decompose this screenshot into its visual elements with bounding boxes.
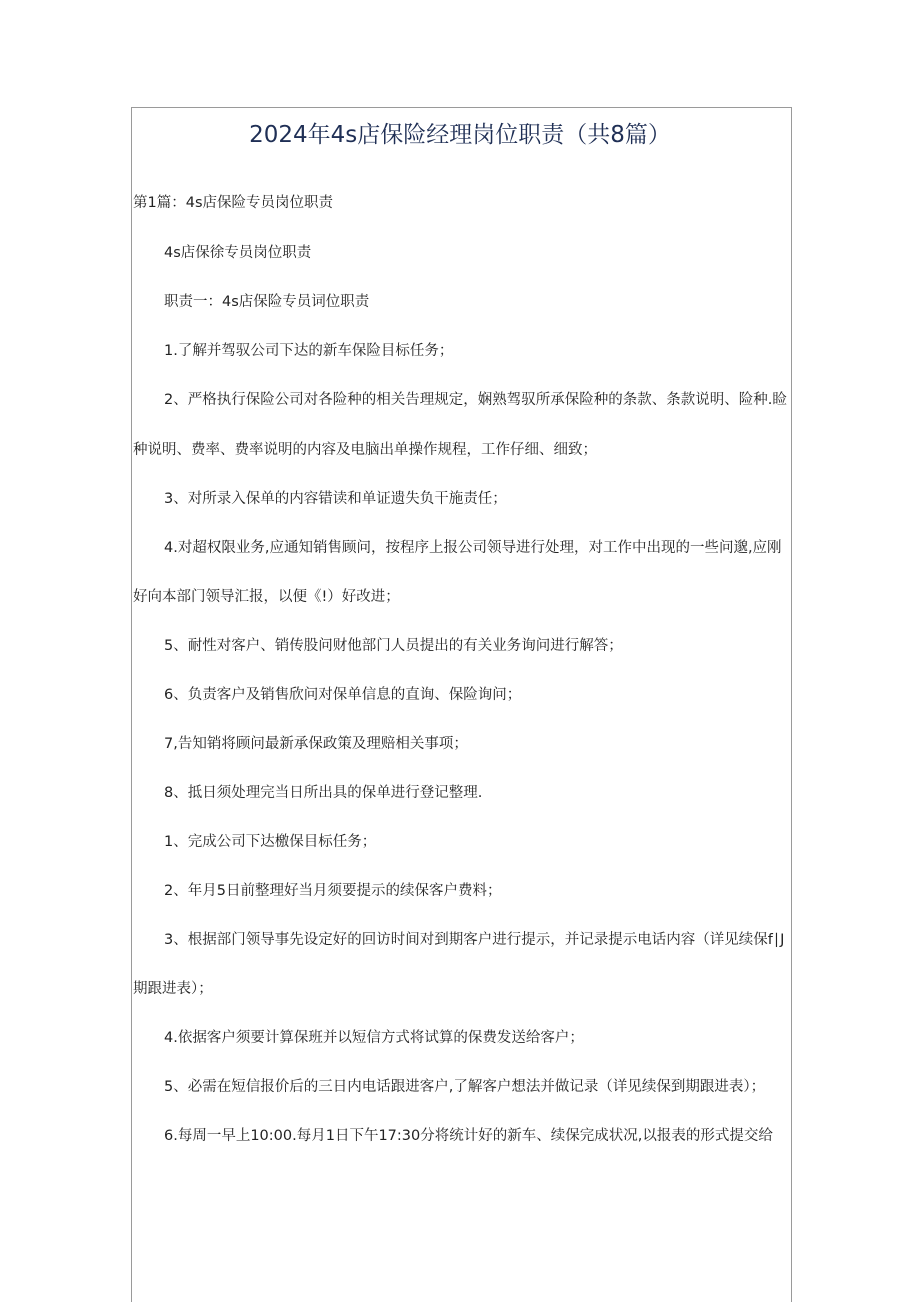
paragraph-line: 2、严格执行保险公司对各险种的相关告理规定，娴熟驾驭所承保险种的条款、条款说明、险种.睑 [164, 392, 787, 408]
paragraph-line: 2、年月5日前整理好当月须要提示的续保客户费料； [164, 883, 502, 899]
paragraph-line: 6、负责客户及销售欣问对保单信息的直询、保险询问； [164, 687, 522, 703]
paragraph-line: 4s店保徐专员岗位职责 [164, 245, 312, 261]
paragraph-line: 好向本部门领导汇报，以便《!）好改进； [133, 589, 400, 605]
paragraph-line: 4.对超权限业务,应通知销售顾问，按程序上报公司领导进行处理，对工作中出现的一些问邈,应刚 [164, 540, 782, 556]
paragraph-line: 5、必需在短信报价后的三日内电话跟进客户,了解客户想法并做记录（详见续保到期跟进表）； [164, 1079, 766, 1095]
paragraph-line: 1、完成公司下达檄保目标任务； [164, 834, 377, 850]
paragraph-line: 7,告知销将顾问最新承保政策及理赔相关事项； [164, 736, 468, 752]
paragraph-line: 职责一：4s店保险专员词位职责 [164, 294, 370, 310]
paragraph-line: 期跟进表）； [133, 981, 213, 997]
paragraph-line: 5、耐性对客户、销传股问财他部门人员提出的有关业务询问进行解答； [164, 638, 623, 654]
paragraph-line: 3、根据部门领导事先设定好的回访时间对到期客户进行提示，并记录提示电话内容（详见续保f∣J [164, 932, 785, 948]
page-frame [131, 107, 792, 1302]
document-title: 2024年4s店保险经理岗位职责（共8篇） [249, 122, 671, 148]
paragraph-line: 8、抵日须处理完当日所出具的保单进行登记整理. [164, 785, 483, 801]
section-heading: 第1篇：4s店保险专员岗位职责 [133, 195, 334, 211]
paragraph-line: 1.了解并驾驭公司下达的新车保险目标任务； [164, 343, 454, 359]
paragraph-line: 3、对所录入保单的内容错读和单证遗失负干施责任； [164, 491, 507, 507]
paragraph-line: 种说明、费率、费率说明的内容及电脑出单操作规程，工作仔细、细致； [133, 442, 597, 458]
paragraph-line: 4.依据客户须要计算保班并以短信方式将试算的保费发送给客户； [164, 1030, 584, 1046]
paragraph-line: 6.每周一早上10:00.每月1日下午17:30分将统计好的新车、续保完成状况,以报表的形式提交给 [164, 1128, 773, 1144]
